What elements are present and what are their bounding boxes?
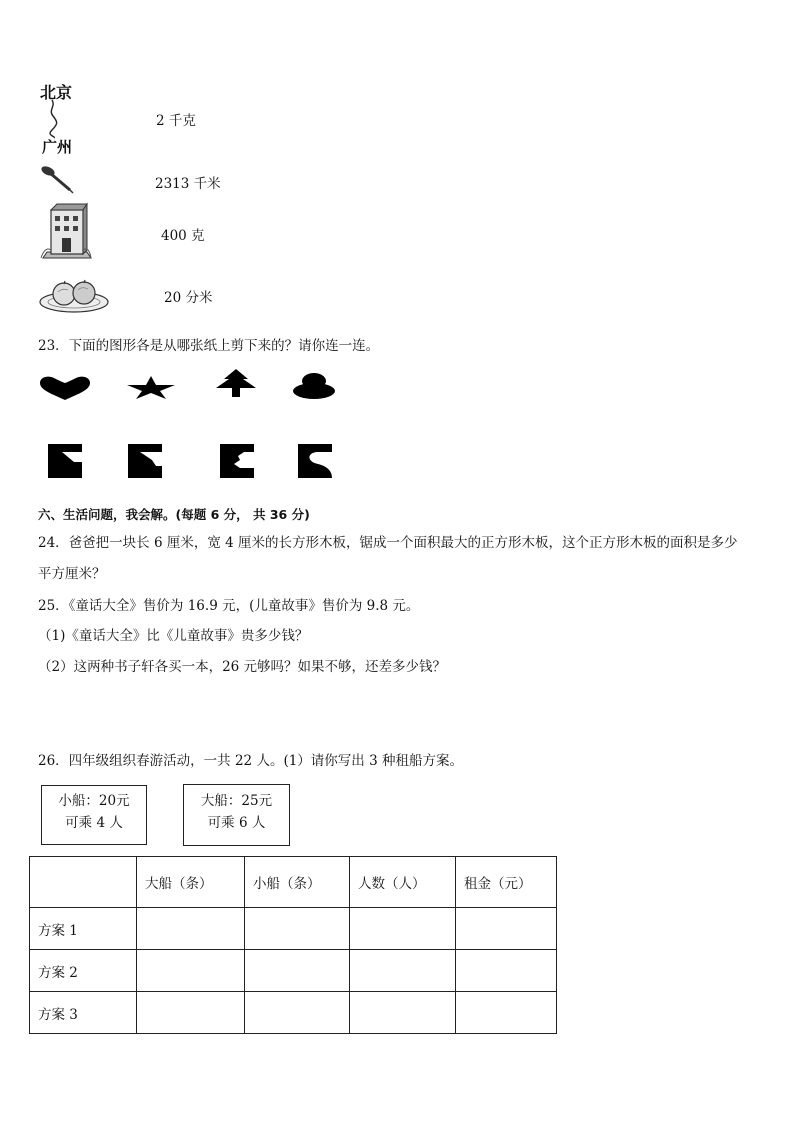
- table-row-label: 方案 1: [30, 908, 137, 950]
- table-cell[interactable]: [350, 950, 456, 992]
- table-row-label: 方案 2: [30, 950, 137, 992]
- table-row-label: 方案 3: [30, 992, 137, 1034]
- q26-stem: 26．四年级组织春游活动，一共 22 人。(1）请你写出 3 种租船方案。: [38, 753, 463, 769]
- table-cell[interactable]: [456, 950, 557, 992]
- section-6-title: 六、生活问题，我会解。(每题 6 分， 共 36 分): [38, 507, 310, 522]
- fruit-plate-picture: [38, 276, 110, 314]
- table-cell[interactable]: [137, 992, 245, 1034]
- big-boat-capacity: 可乘 6 人: [207, 815, 266, 831]
- heart-shape: [38, 374, 92, 402]
- table-header-cell: 租金（元）: [456, 857, 557, 908]
- q24-line-1: 24．爸爸把一块长 6 厘米，宽 4 厘米的长方形木板，锯成一个面积最大的正方形木板，这个正方形木板的面积是多少: [38, 535, 738, 551]
- table-header-row: [30, 857, 557, 908]
- table-header-cell: 小船（条）: [245, 857, 350, 908]
- match-value-2: 2313 千米: [155, 176, 221, 192]
- table-cell[interactable]: [245, 908, 350, 950]
- gourd-shape: [290, 372, 338, 402]
- paper-piece-1: [46, 442, 84, 480]
- small-boat-capacity: 可乘 4 人: [65, 815, 123, 831]
- q24-line-2: 平方厘米？: [38, 566, 106, 582]
- table-cell[interactable]: [456, 992, 557, 1034]
- arrow-tree-shape: [208, 368, 264, 398]
- table-row: [30, 908, 557, 950]
- building-picture: [37, 202, 97, 262]
- beijing-label: 北京: [40, 83, 73, 102]
- table-header-cell: 人数（人）: [350, 857, 456, 908]
- paper-piece-2: [126, 442, 164, 480]
- table-cell[interactable]: [245, 950, 350, 992]
- table-cell[interactable]: [137, 908, 245, 950]
- small-boat-price: 小船：20元: [58, 793, 130, 809]
- table-cell[interactable]: [456, 908, 557, 950]
- q25-sub-2: （2）这两种书子轩各买一本，26 元够吗？如果不够，还差多少钱？: [38, 659, 447, 675]
- table-row: [30, 992, 557, 1034]
- table-header-cell: 大船（条）: [137, 857, 245, 908]
- table-row: [30, 950, 557, 992]
- paper-piece-4: [296, 442, 334, 480]
- table-cell[interactable]: [245, 992, 350, 1034]
- nail-picture: [38, 164, 78, 194]
- star-shape: [125, 374, 177, 400]
- match-value-3: 400 克: [161, 228, 205, 244]
- table-cell[interactable]: [350, 908, 456, 950]
- table-cell[interactable]: [137, 950, 245, 992]
- paper-piece-3: [218, 442, 256, 480]
- boat-plan-table: [29, 856, 557, 1034]
- match-value-1: 2 千克: [156, 113, 196, 129]
- table-header-cell: [30, 857, 137, 908]
- q25-stem: 25．《童话大全》售价为 16.9 元，(儿童故事》售价为 9.8 元。: [38, 598, 420, 614]
- q25-sub-1: （1)《童话大全》比《儿童故事》贵多少钱？: [38, 628, 309, 644]
- big-boat-price: 大船：25元: [200, 793, 273, 809]
- beijing-guangzhou-route-picture: [38, 80, 88, 156]
- q23-text: 23．下面的图形各是从哪张纸上剪下来的？请你连一连。: [38, 338, 380, 354]
- small-boat-info-box: [41, 785, 147, 845]
- guangzhou-label: 广州: [42, 138, 73, 156]
- table-cell[interactable]: [350, 992, 456, 1034]
- big-boat-info-box: [183, 784, 290, 846]
- match-value-4: 20 分米: [164, 290, 213, 306]
